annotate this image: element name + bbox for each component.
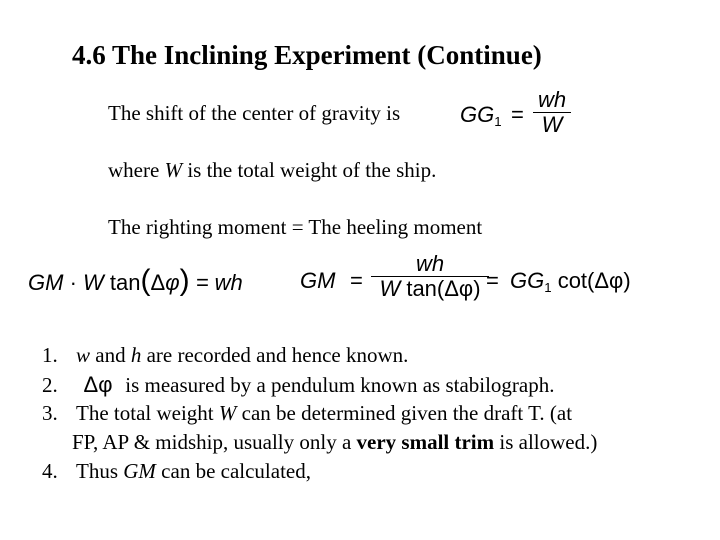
shift-text: The shift of the center of gravity is (108, 101, 401, 125)
gg1-numerator: wh (537, 87, 567, 112)
list-item-3-continuation: FP, AP & midship, usually only a very small trim is allowed.) (72, 430, 598, 454)
gm-equals: = (350, 268, 363, 293)
list-item-2: 2. Δφ is measured by a pendulum known as stabilograph. (42, 372, 555, 397)
gm-lhs: GM (300, 268, 336, 293)
slide-title: 4.6 The Inclining Experiment (Continue) (72, 40, 542, 70)
list-item-1: 1. w and h are recorded and hence known. (42, 343, 409, 367)
gm-denominator: W tan(Δφ) (379, 276, 481, 302)
gg1-denominator: W (541, 112, 563, 138)
moment-equation: GM · W tan(Δφ) = wh (28, 264, 243, 297)
gg1-lhs: $GG_1$ (460, 102, 502, 129)
gm-numerator: wh (415, 251, 445, 276)
gm-fraction (371, 252, 489, 301)
delta-phi-symbol: Δφ (83, 372, 113, 397)
where-text: where W is the total weight of the ship. (108, 158, 437, 182)
gm-equals-2: = (486, 268, 499, 293)
list-item-3: 3. The total weight W can be determined given the draft T. (at (42, 401, 573, 425)
list-item-4: 4. Thus GM can be calculated, (42, 459, 311, 483)
gg1-equals: = (511, 102, 524, 127)
gm-rhs: $GG_1$ cot(Δφ) (510, 268, 631, 295)
righting-text: The righting moment = The heeling moment (108, 215, 483, 239)
gg1-fraction (533, 88, 571, 137)
